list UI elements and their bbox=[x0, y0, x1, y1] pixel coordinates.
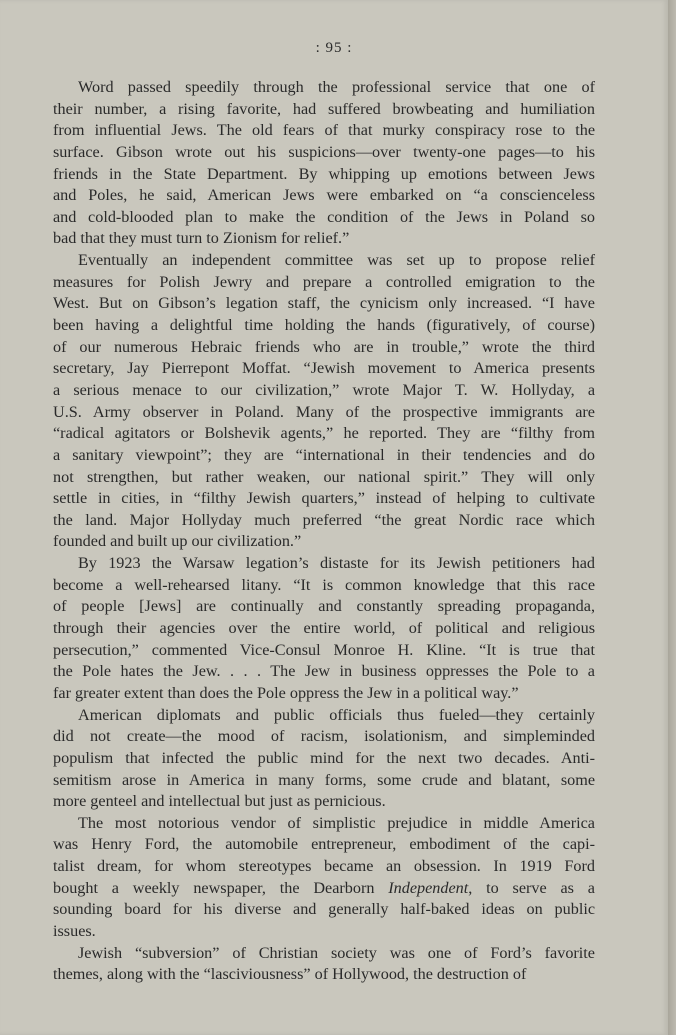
paragraph bbox=[53, 943, 595, 986]
text-line: “radical agitators or Bolshevik agents,” he reported. They are “filthy from bbox=[53, 424, 595, 443]
text-line: The most notorious vendor of simplistic prejudice in middle America bbox=[78, 813, 595, 832]
text-line: measures for Polish Jewry and prepare a controlled emigration to the bbox=[53, 272, 595, 291]
text-line: become a well-rehearsed litany. “It is common knowledge that this race bbox=[53, 575, 595, 594]
text-line: of people [Jews] are continually and constantly spreading propaganda, bbox=[53, 597, 595, 616]
text-line: more genteel and intellectual but just as pernicious. bbox=[53, 792, 386, 811]
text-line: secretary, Jay Pierrepont Moffat. “Jewish movement to America presents bbox=[53, 359, 595, 378]
text-line: the Pole hates the Jew. . . . The Jew in business oppresses the Pole to a bbox=[53, 662, 595, 681]
text-line: been having a delightful time holding the hands (figuratively, of course) bbox=[53, 316, 595, 335]
text-line: sounding board for his diverse and generally half-baked ideas on public bbox=[53, 900, 595, 919]
text-line: West. But on Gibson’s legation staff, the cynicism only increased. “I have bbox=[53, 294, 595, 313]
body-text bbox=[53, 77, 595, 986]
text-line: the land. Major Hollyday much preferred “the great Nordic race which bbox=[53, 510, 595, 529]
text-line: semitism arose in America in many forms, some crude and blatant, some bbox=[53, 770, 595, 789]
page-number: : 95 : bbox=[315, 40, 353, 56]
text-line: populism that infected the public mind for the next two decades. Anti- bbox=[53, 748, 595, 767]
paragraph bbox=[53, 813, 595, 943]
text-line: Jewish “subversion” of Christian society was one of Ford’s favorite bbox=[78, 943, 595, 962]
text-line: bought a weekly newspaper, the Dearborn Independent, to serve as a bbox=[53, 878, 595, 897]
text-line: of our numerous Hebraic friends who are in trouble,” wrote the third bbox=[53, 337, 595, 356]
paragraph bbox=[53, 553, 595, 704]
paragraph bbox=[53, 77, 595, 250]
text-line: settle in cities, in “filthy Jewish quarters,” instead of helping to cultivate bbox=[53, 489, 595, 508]
text-line: and cold-blooded plan to make the condition of the Jews in Poland so bbox=[53, 207, 595, 226]
text-line: persecution,” commented Vice-Consul Monroe H. Kline. “It is true that bbox=[53, 640, 595, 659]
text-line: was Henry Ford, the automobile entrepreneur, embodiment of the capi- bbox=[53, 835, 595, 854]
text-line: themes, along with the “lasciviousness” of Hollywood, the destruction of bbox=[53, 965, 527, 984]
text-line: did not create—the mood of racism, isolationism, and simpleminded bbox=[53, 727, 595, 746]
paragraph bbox=[53, 250, 595, 553]
text-line: American diplomats and public officials thus fueled—they certainly bbox=[78, 705, 595, 724]
text-line: their number, a rising favorite, had suffered browbeating and humiliation bbox=[53, 99, 595, 118]
text-line: friends in the State Department. By whipping up emotions between Jews bbox=[53, 164, 595, 183]
text-line: Word passed speedily through the professional service that one of bbox=[78, 78, 595, 96]
text-line: talist dream, for whom stereotypes became an obsession. In 1919 Ford bbox=[53, 857, 595, 876]
text-line: through their agencies over the entire world, of political and religious bbox=[53, 619, 595, 638]
text-line: and Poles, he said, American Jews were embarked on “a conscienceless bbox=[53, 186, 595, 205]
text-line: bad that they must turn to Zionism for relief.” bbox=[53, 229, 350, 248]
text-line: a sanitary viewpoint”; they are “international in their tendencies and do bbox=[53, 445, 595, 464]
text-line: from influential Jews. The old fears of that murky conspiracy rose to the bbox=[53, 121, 595, 140]
paragraph bbox=[53, 705, 595, 813]
text-line: Eventually an independent committee was set up to propose relief bbox=[78, 251, 595, 270]
text-line: far greater extent than does the Pole oppress the Jew in a political way.” bbox=[53, 683, 519, 702]
text-line: issues. bbox=[53, 921, 96, 940]
text-line: U.S. Army observer in Poland. Many of the prospective immigrants are bbox=[53, 402, 595, 421]
text-line: founded and built up our civilization.” bbox=[53, 532, 302, 551]
text-line: a serious menace to our civilization,” wrote Major T. W. Hollyday, a bbox=[53, 380, 595, 399]
text-line: not strengthen, but rather weaken, our national spirit.” They will only bbox=[53, 467, 595, 486]
text-line: By 1923 the Warsaw legation’s distaste for its Jewish petitioners had bbox=[78, 554, 595, 573]
page-edge bbox=[668, 0, 676, 1035]
text-line: surface. Gibson wrote out his suspicions—over twenty-one pages—to his bbox=[53, 142, 595, 161]
